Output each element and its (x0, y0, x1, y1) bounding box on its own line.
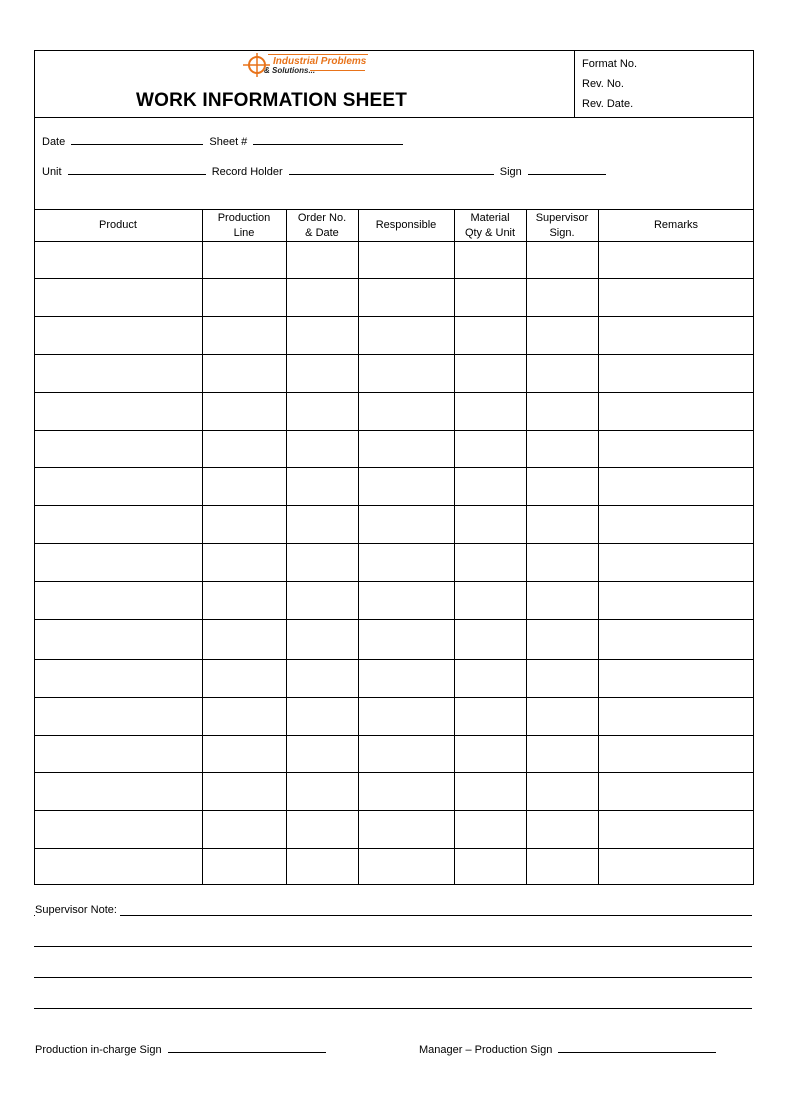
col-header-remarks: Remarks (653, 219, 698, 231)
unit-field[interactable] (68, 164, 206, 175)
rev-no-label: Rev. No. (582, 78, 624, 90)
date-label: Date (42, 136, 66, 148)
supervisor-note-line-2[interactable] (34, 946, 752, 947)
page-title: WORK INFORMATION SHEET (136, 90, 408, 111)
logo-text-sub: & Solutions... (264, 66, 316, 75)
table-row-line (34, 392, 754, 393)
date-field[interactable] (71, 134, 203, 145)
record-holder-field[interactable] (289, 164, 494, 175)
unit-label: Unit (42, 166, 62, 178)
supervisor-note-line-4[interactable] (34, 1008, 752, 1009)
col-header-production-line: Production Line (217, 211, 271, 239)
table-row-line (34, 735, 754, 736)
manager-sign-field[interactable] (558, 1042, 716, 1053)
col-header-order-no: Order No. & Date (297, 211, 347, 239)
column-divider (358, 209, 359, 885)
supervisor-note-label: Supervisor Note: (35, 904, 120, 916)
col-header-material: Material Qty & Unit (464, 211, 516, 239)
table-row-line (34, 697, 754, 698)
column-divider (286, 209, 287, 885)
production-incharge-sign-field[interactable] (168, 1042, 326, 1053)
table-row-line (34, 505, 754, 506)
table-row-line (34, 543, 754, 544)
column-divider (598, 209, 599, 885)
company-logo (240, 52, 370, 78)
table-row-line (34, 430, 754, 431)
col-header-supervisor-sign: Supervisor Sign. (535, 211, 589, 239)
table-row-line (34, 619, 754, 620)
table-row-line (34, 659, 754, 660)
date-sheet-row (42, 134, 403, 148)
table-row-line (34, 467, 754, 468)
table-header-bottom (34, 241, 754, 242)
table-row-line (34, 354, 754, 355)
supervisor-note-line-1[interactable] (34, 915, 752, 916)
production-incharge-sign-row (35, 1042, 326, 1056)
header-bottom-border (34, 117, 754, 118)
production-incharge-label: Production in-charge Sign (35, 1044, 162, 1056)
logo-text-main: Industrial Problems (273, 56, 367, 67)
record-holder-label: Record Holder (211, 166, 283, 178)
column-divider (454, 209, 455, 885)
column-divider (202, 209, 203, 885)
table-row-line (34, 772, 754, 773)
sign-field[interactable] (528, 164, 606, 175)
format-no-label: Format No. (582, 58, 638, 70)
manager-sign-row (419, 1042, 716, 1056)
table-row-line (34, 848, 754, 849)
table-row-line (34, 278, 754, 279)
col-header-product: Product (99, 219, 137, 231)
sign-label: Sign (499, 166, 522, 178)
column-divider (526, 209, 527, 885)
sheet-field[interactable] (253, 134, 403, 145)
col-header-responsible: Responsible (375, 219, 437, 231)
header-divider (574, 50, 575, 117)
supervisor-note-line-3[interactable] (34, 977, 752, 978)
table-row-line (34, 810, 754, 811)
rev-date-label: Rev. Date. (582, 98, 634, 110)
sheet-label: Sheet # (209, 136, 248, 148)
table-row-line (34, 581, 754, 582)
unit-record-row (42, 164, 606, 178)
manager-production-label: Manager – Production Sign (419, 1044, 553, 1056)
table-row-line (34, 316, 754, 317)
